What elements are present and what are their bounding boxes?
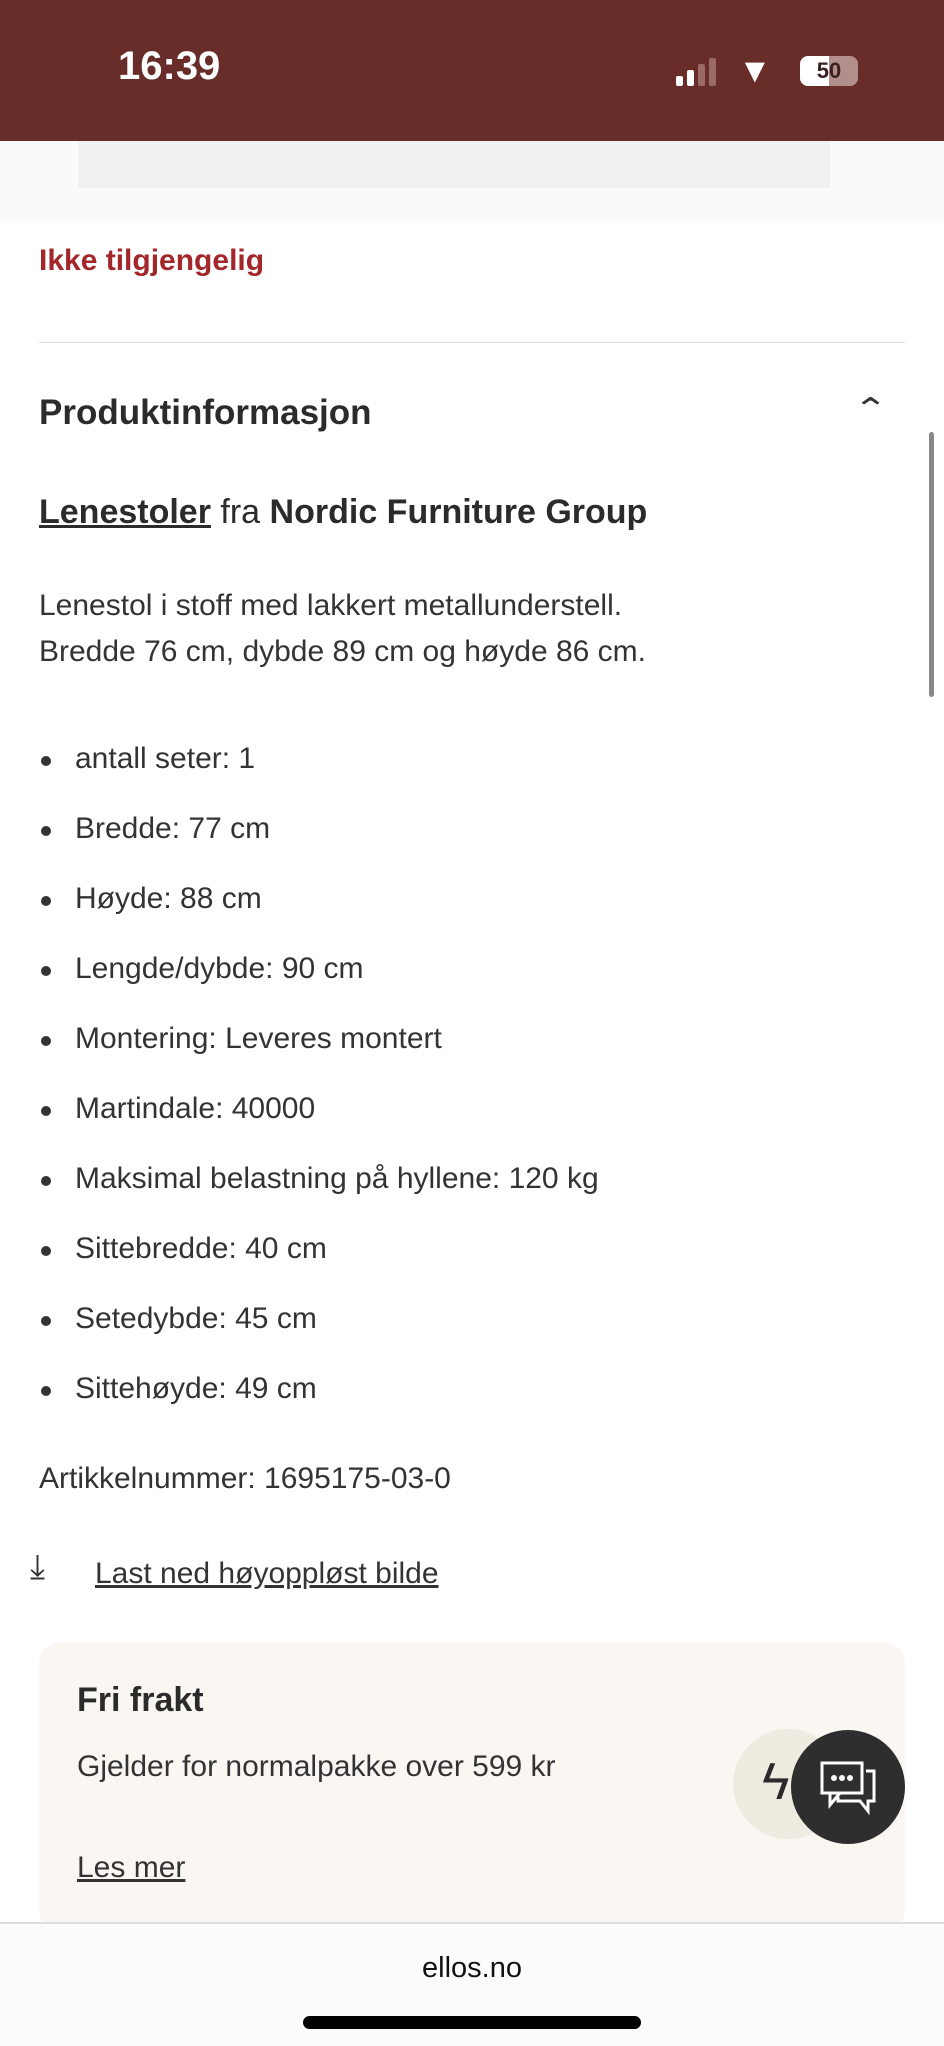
brand-line (39, 493, 647, 532)
battery-icon: 50 (800, 56, 858, 86)
spec-item: Setedybde: 45 cm (39, 1302, 599, 1372)
signal-icon (676, 58, 716, 86)
download-image-link[interactable]: Last ned høyoppløst bilde (95, 1557, 439, 1590)
chevron-up-icon[interactable]: ⌃ (852, 393, 889, 426)
download-icon[interactable]: ⤓ (30, 1548, 46, 1586)
spec-item: Montering: Leveres montert (39, 1022, 599, 1092)
spec-item: Høyde: 88 cm (39, 882, 599, 952)
article-number: Artikkelnummer: 1695175-03-0 (39, 1462, 451, 1495)
lightning-icon: ϟ (762, 1753, 790, 1811)
description-line: Bredde 76 cm, dybde 89 cm og høyde 86 cm. (39, 635, 646, 668)
shipping-text: Gjelder for normalpakke over 599 kr (77, 1750, 556, 1783)
clock: 16:39 (118, 44, 221, 88)
scrollbar[interactable] (929, 432, 934, 697)
read-more-link[interactable]: Les mer (77, 1851, 186, 1884)
spec-item: Martindale: 40000 (39, 1092, 599, 1162)
spec-list (39, 742, 599, 1442)
spec-item: Sittebredde: 40 cm (39, 1232, 599, 1302)
availability-status: Ikke tilgjengelig (39, 244, 265, 277)
category-link[interactable]: Lenestoler (39, 493, 211, 531)
spec-item: Sittehøyde: 49 cm (39, 1372, 599, 1442)
spec-item: Bredde: 77 cm (39, 812, 599, 882)
chat-button[interactable] (791, 1730, 905, 1844)
description-line: Lenestol i stoff med lakkert metallunderstell. (39, 589, 623, 622)
spec-item: Lengde/dybde: 90 cm (39, 952, 599, 1022)
home-indicator[interactable] (303, 2016, 641, 2029)
product-info-heading[interactable]: Produktinformasjon (39, 393, 372, 432)
shipping-title: Fri frakt (77, 1681, 204, 1719)
url-label[interactable]: ellos.no (422, 1952, 522, 1984)
spec-item: antall seter: 1 (39, 742, 599, 812)
brand-name: Nordic Furniture Group (269, 493, 648, 531)
spec-item: Maksimal belastning på hyllene: 120 kg (39, 1162, 599, 1232)
from-text: fra (220, 493, 261, 531)
chat-bubbles-icon (818, 1759, 878, 1815)
wifi-icon: ▼ (738, 52, 772, 90)
divider (39, 342, 905, 343)
status-bar (0, 0, 944, 141)
